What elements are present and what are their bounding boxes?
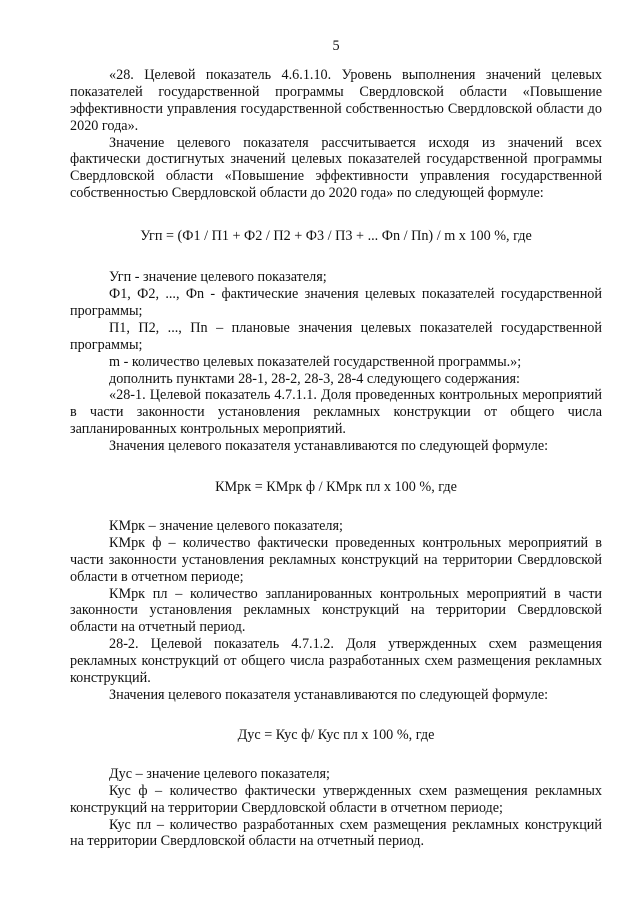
formula-kmrk: КМрк = КМрк ф / КМрк пл x 100 %, где bbox=[215, 479, 457, 496]
page-number: 5 bbox=[332, 38, 340, 54]
paragraph-p-definition: П1, П2, ..., Пn – плановые значения целевых показателей государственной программы; bbox=[70, 319, 602, 353]
paragraph-item-28: «28. Целевой показатель 4.6.1.10. Уровень выполнения значений целевых показателей государственной программы Свердловской области «Повышение эффективности управления государственной собственностью Свердловской области до 2020 года». bbox=[70, 66, 602, 134]
paragraph-item-28-1: «28-1. Целевой показатель 4.7.1.1. Доля проведенных контрольных мероприятий в части законности установления рекламных конструкции от общего числа запланированных контрольных мероприятий. bbox=[70, 387, 602, 438]
paragraph-m-definition: m - количество целевых показателей государственной программы.»; bbox=[109, 353, 522, 370]
paragraph-kmrk-definition: КМрк – значение целевого показателя; bbox=[109, 517, 343, 534]
paragraph-formula-intro-1: Значения целевого показателя устанавливаются по следующей формуле: bbox=[109, 438, 549, 455]
paragraph-add-items: дополнить пунктами 28-1, 28-2, 28-3, 28-4 следующего содержания: bbox=[109, 370, 520, 387]
paragraph-item-28-2: 28-2. Целевой показатель 4.7.1.2. Доля утвержденных схем размещения рекламных конструкций от общего числа разработанных схем размещения рекламных конструкций. bbox=[70, 636, 602, 687]
formula-ugp: Угп = (Ф1 / П1 + Ф2 / П2 + Ф3 / П3 + ... Фn / Пn) / m x 100 %, где bbox=[140, 228, 532, 245]
paragraph-kus-f-definition: Кус ф – количество фактически утвержденных схем размещения рекламных конструкций на территории Свердловской области в отчетном периоде; bbox=[70, 782, 602, 816]
paragraph-kmrk-f-definition: КМрк ф – количество фактически проведенных контрольных мероприятий в части законности установления рекламных конструкций на территории Свердловской области в отчетном периоде; bbox=[70, 534, 602, 585]
paragraph-formula-intro-2: Значения целевого показателя устанавливаются по следующей формуле: bbox=[109, 687, 549, 703]
formula-dus: Дус = Кус ф/ Кус пл x 100 %, где bbox=[237, 726, 435, 743]
paragraph-ugp-definition: Угп - значение целевого показателя; bbox=[109, 269, 327, 286]
paragraph-f-definition: Ф1, Ф2, ..., Фn - фактические значения целевых показателей государственной программы; bbox=[70, 285, 602, 319]
paragraph-kmrk-pl-definition: КМрк пл – количество запланированных контрольных мероприятий в части законности установления рекламных конструкций на территории Свердловской области на отчетный период. bbox=[70, 585, 602, 636]
paragraph-dus-definition: Дус – значение целевого показателя; bbox=[109, 765, 330, 782]
paragraph-calc-description: Значение целевого показателя рассчитывается исходя из значений всех фактически достигнутых значений целевых показателей государственной программы Свердловской области «Повышение эффективности управления государственной собственностью Свердловской области до 2020 года» по следующей формуле: bbox=[70, 134, 602, 202]
paragraph-kus-pl-definition: Кус пл – количество разработанных схем размещения рекламных конструкций на территории Свердловской области на отчетный период. bbox=[70, 816, 602, 850]
